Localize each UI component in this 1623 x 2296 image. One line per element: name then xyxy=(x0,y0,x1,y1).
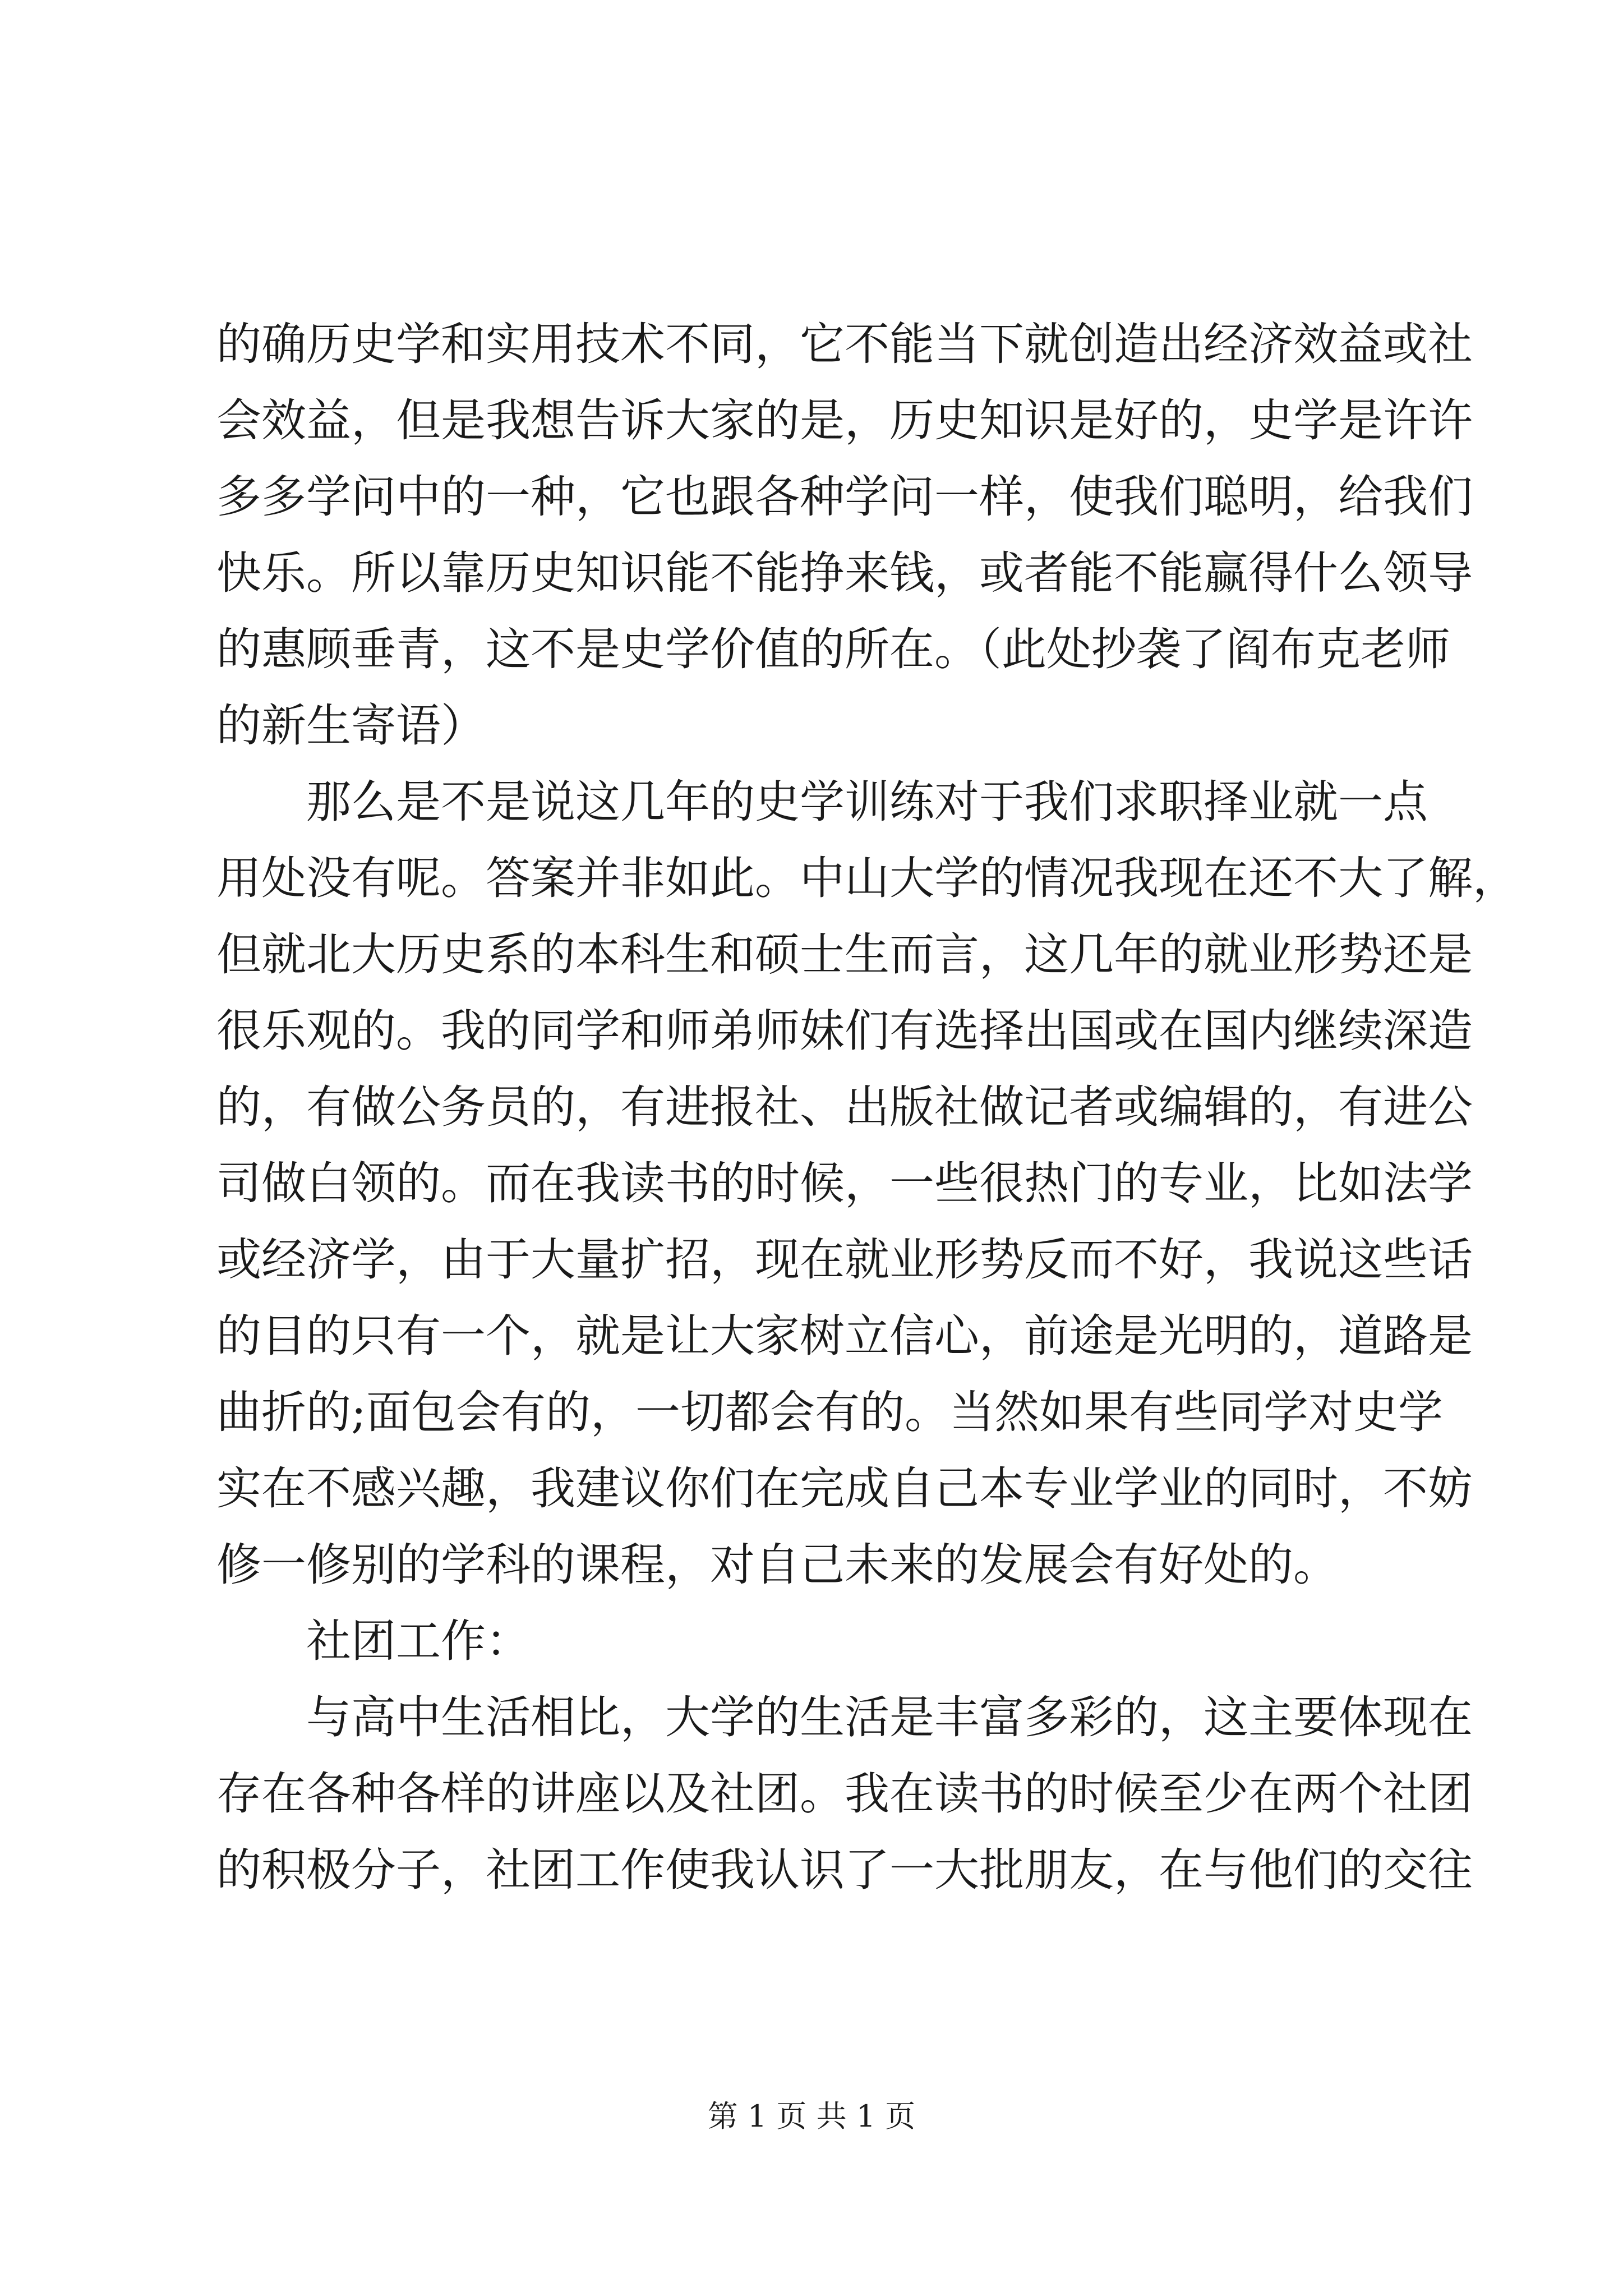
paragraph-1-line-3: 多多学问中的一种，它也跟各种学问一样，使我们聪明，给我们 xyxy=(216,471,1473,523)
paragraph-3-line-1: 与高中生活相比，大学的生活是丰富多彩的，这主要体现在 xyxy=(306,1691,1473,1743)
paragraph-2-line-7: 或经济学，由于大量扩招，现在就业形势反而不好，我说这些话 xyxy=(216,1234,1473,1286)
paragraph-1-line-6: 的新生寄语） xyxy=(216,700,486,752)
paragraph-3-line-3: 的积极分子，社团工作使我认识了一大批朋友，在与他们的交往 xyxy=(216,1844,1473,1896)
paragraph-1-line-5: 的惠顾垂青，这不是史学价值的所在。（此处抄袭了阎布克老师 xyxy=(216,623,1450,675)
paragraph-2-line-9: 曲折的;面包会有的，一切都会有的。当然如果有些同学对史学 xyxy=(216,1386,1443,1438)
paragraph-1-line-4: 快乐。所以靠历史知识能不能挣来钱，或者能不能赢得什么领导 xyxy=(216,547,1473,599)
paragraph-2-line-1: 那么是不是说这几年的史学训练对于我们求职择业就一点 xyxy=(306,776,1428,828)
paragraph-1-line-2: 会效益，但是我想告诉大家的是，历史知识是好的，史学是许许 xyxy=(216,394,1473,447)
page-footer: 第 1 页 共 1 页 xyxy=(707,2099,916,2134)
section-heading: 社团工作： xyxy=(306,1615,531,1667)
paragraph-2-line-3: 但就北大历史系的本科生和硕士生而言，这几年的就业形势还是 xyxy=(216,928,1473,981)
paragraph-2-line-5: 的，有做公务员的，有进报社、出版社做记者或编辑的，有进公 xyxy=(216,1081,1473,1133)
paragraph-3-line-2: 存在各种各样的讲座以及社团。我在读书的时候至少在两个社团 xyxy=(216,1768,1473,1820)
paragraph-2-line-4: 很乐观的。我的同学和师弟师妹们有选择出国或在国内继续深造 xyxy=(216,1005,1473,1057)
paragraph-2-line-11: 修一修别的学科的课程，对自己未来的发展会有好处的。 xyxy=(216,1539,1338,1591)
paragraph-1-line-1: 的确历史学和实用技术不同，它不能当下就创造出经济效益或社 xyxy=(216,318,1473,370)
paragraph-2-line-10: 实在不感兴趣，我建议你们在完成自己本专业学业的同时，不妨 xyxy=(216,1462,1473,1515)
paragraph-2-line-6: 司做白领的。而在我读书的时候，一些很热门的专业，比如法学 xyxy=(216,1157,1473,1209)
paragraph-2-line-2: 用处没有呢。答案并非如此。中山大学的情况我现在还不大了解， xyxy=(216,852,1518,904)
paragraph-2-line-8: 的目的只有一个，就是让大家树立信心，前途是光明的，道路是 xyxy=(216,1310,1473,1362)
